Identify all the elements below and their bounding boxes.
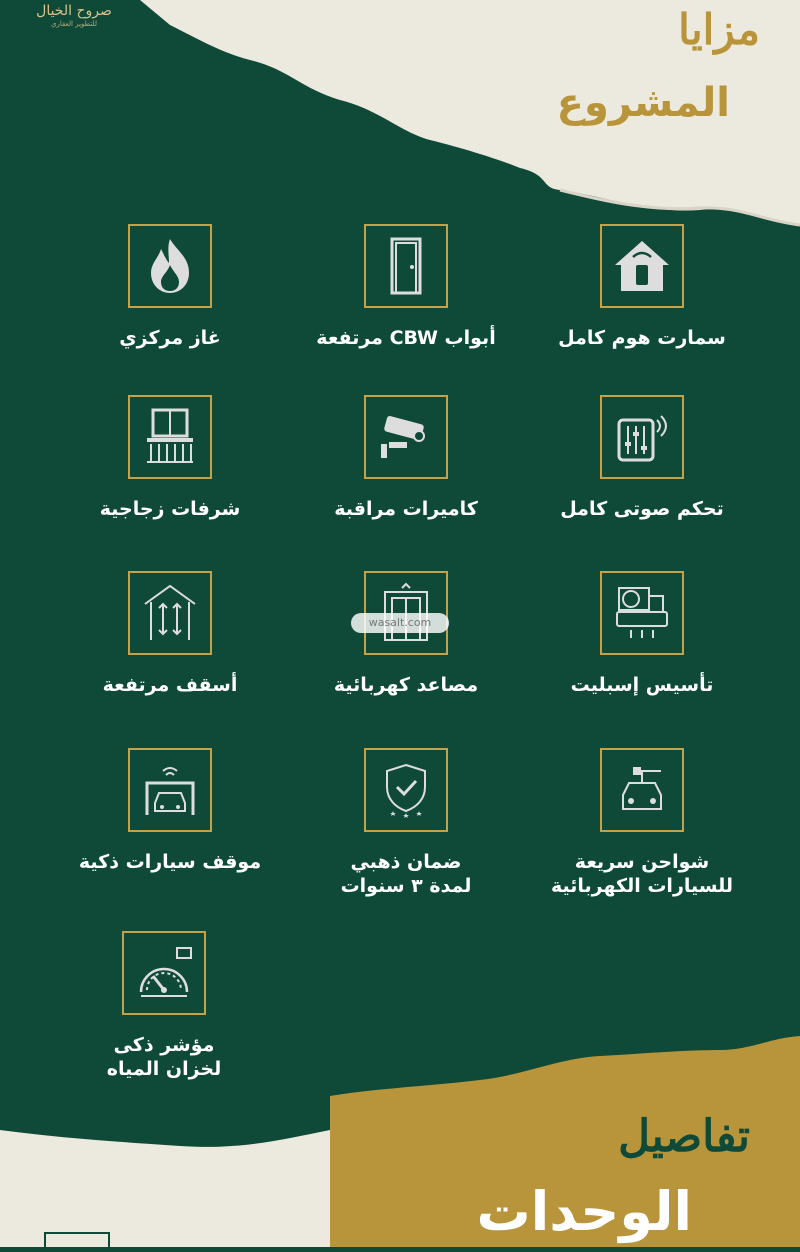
- feature-voice-control: [522, 395, 762, 521]
- glass-balcony-icon: [128, 395, 212, 479]
- feature-label: مؤشر ذكى: [113, 1034, 215, 1056]
- corner-box: [44, 1232, 110, 1247]
- feature-label: أبواب CBW مرتفعة: [316, 327, 496, 349]
- feature-label: سمارت هوم كامل: [558, 327, 726, 349]
- high-ceiling-icon: [128, 571, 212, 655]
- feature-label: تحكم صوتى كامل: [560, 498, 724, 520]
- smart-parking-icon: [128, 748, 212, 832]
- watermark: wasalt.com: [351, 613, 449, 633]
- feature-label-line2: لمدة ٣ سنوات: [340, 875, 472, 897]
- feature-label: غاز مركزي: [119, 327, 221, 349]
- brand-logo: صروح الخيال للتطوير العقاري: [36, 3, 112, 28]
- security-camera-icon: [364, 395, 448, 479]
- feature-label: مصاعد كهربائية: [333, 674, 479, 696]
- feature-label: موقف سيارات ذكية: [78, 851, 262, 873]
- feature-high-ceilings: [50, 571, 290, 697]
- feature-label: تأسيس إسبليت: [570, 674, 714, 696]
- flame-icon: [128, 224, 212, 308]
- feature-glass-balconies: [50, 395, 290, 521]
- split-ac-icon: [600, 571, 684, 655]
- water-gauge-icon: [122, 931, 206, 1015]
- feature-label: ضمان ذهبي: [350, 851, 462, 873]
- feature-smart-parking: [50, 748, 290, 874]
- feature-label: كاميرات مراقبة: [334, 498, 478, 520]
- feature-label: أسقف مرتفعة: [102, 674, 238, 696]
- footer-title-line2: الوحدات: [476, 1180, 692, 1243]
- page-title-line2: المشروع: [556, 80, 730, 126]
- door-icon: [364, 224, 448, 308]
- feature-smart-home: [522, 224, 762, 350]
- warranty-shield-icon: [364, 748, 448, 832]
- feature-label: شواحن سريعة: [574, 851, 710, 873]
- feature-label: شرفات زجاجية: [99, 498, 241, 520]
- feature-label-line2: لخزان المياه: [106, 1058, 222, 1080]
- feature-gold-warranty: [286, 748, 526, 898]
- feature-cameras: [286, 395, 526, 521]
- footer-title-line1: تفاصيل: [618, 1111, 750, 1162]
- feature-label-line2: للسيارات الكهربائية: [550, 875, 733, 897]
- page-title-line1: مزايا: [678, 5, 760, 54]
- feature-elevators: [286, 571, 526, 697]
- smart-home-icon: [600, 224, 684, 308]
- feature-doors: [286, 224, 526, 350]
- voice-control-icon: [600, 395, 684, 479]
- feature-split-ac: [522, 571, 762, 697]
- ev-charger-icon: [600, 748, 684, 832]
- feature-central-gas: [50, 224, 290, 350]
- feature-ev-chargers: [522, 748, 762, 898]
